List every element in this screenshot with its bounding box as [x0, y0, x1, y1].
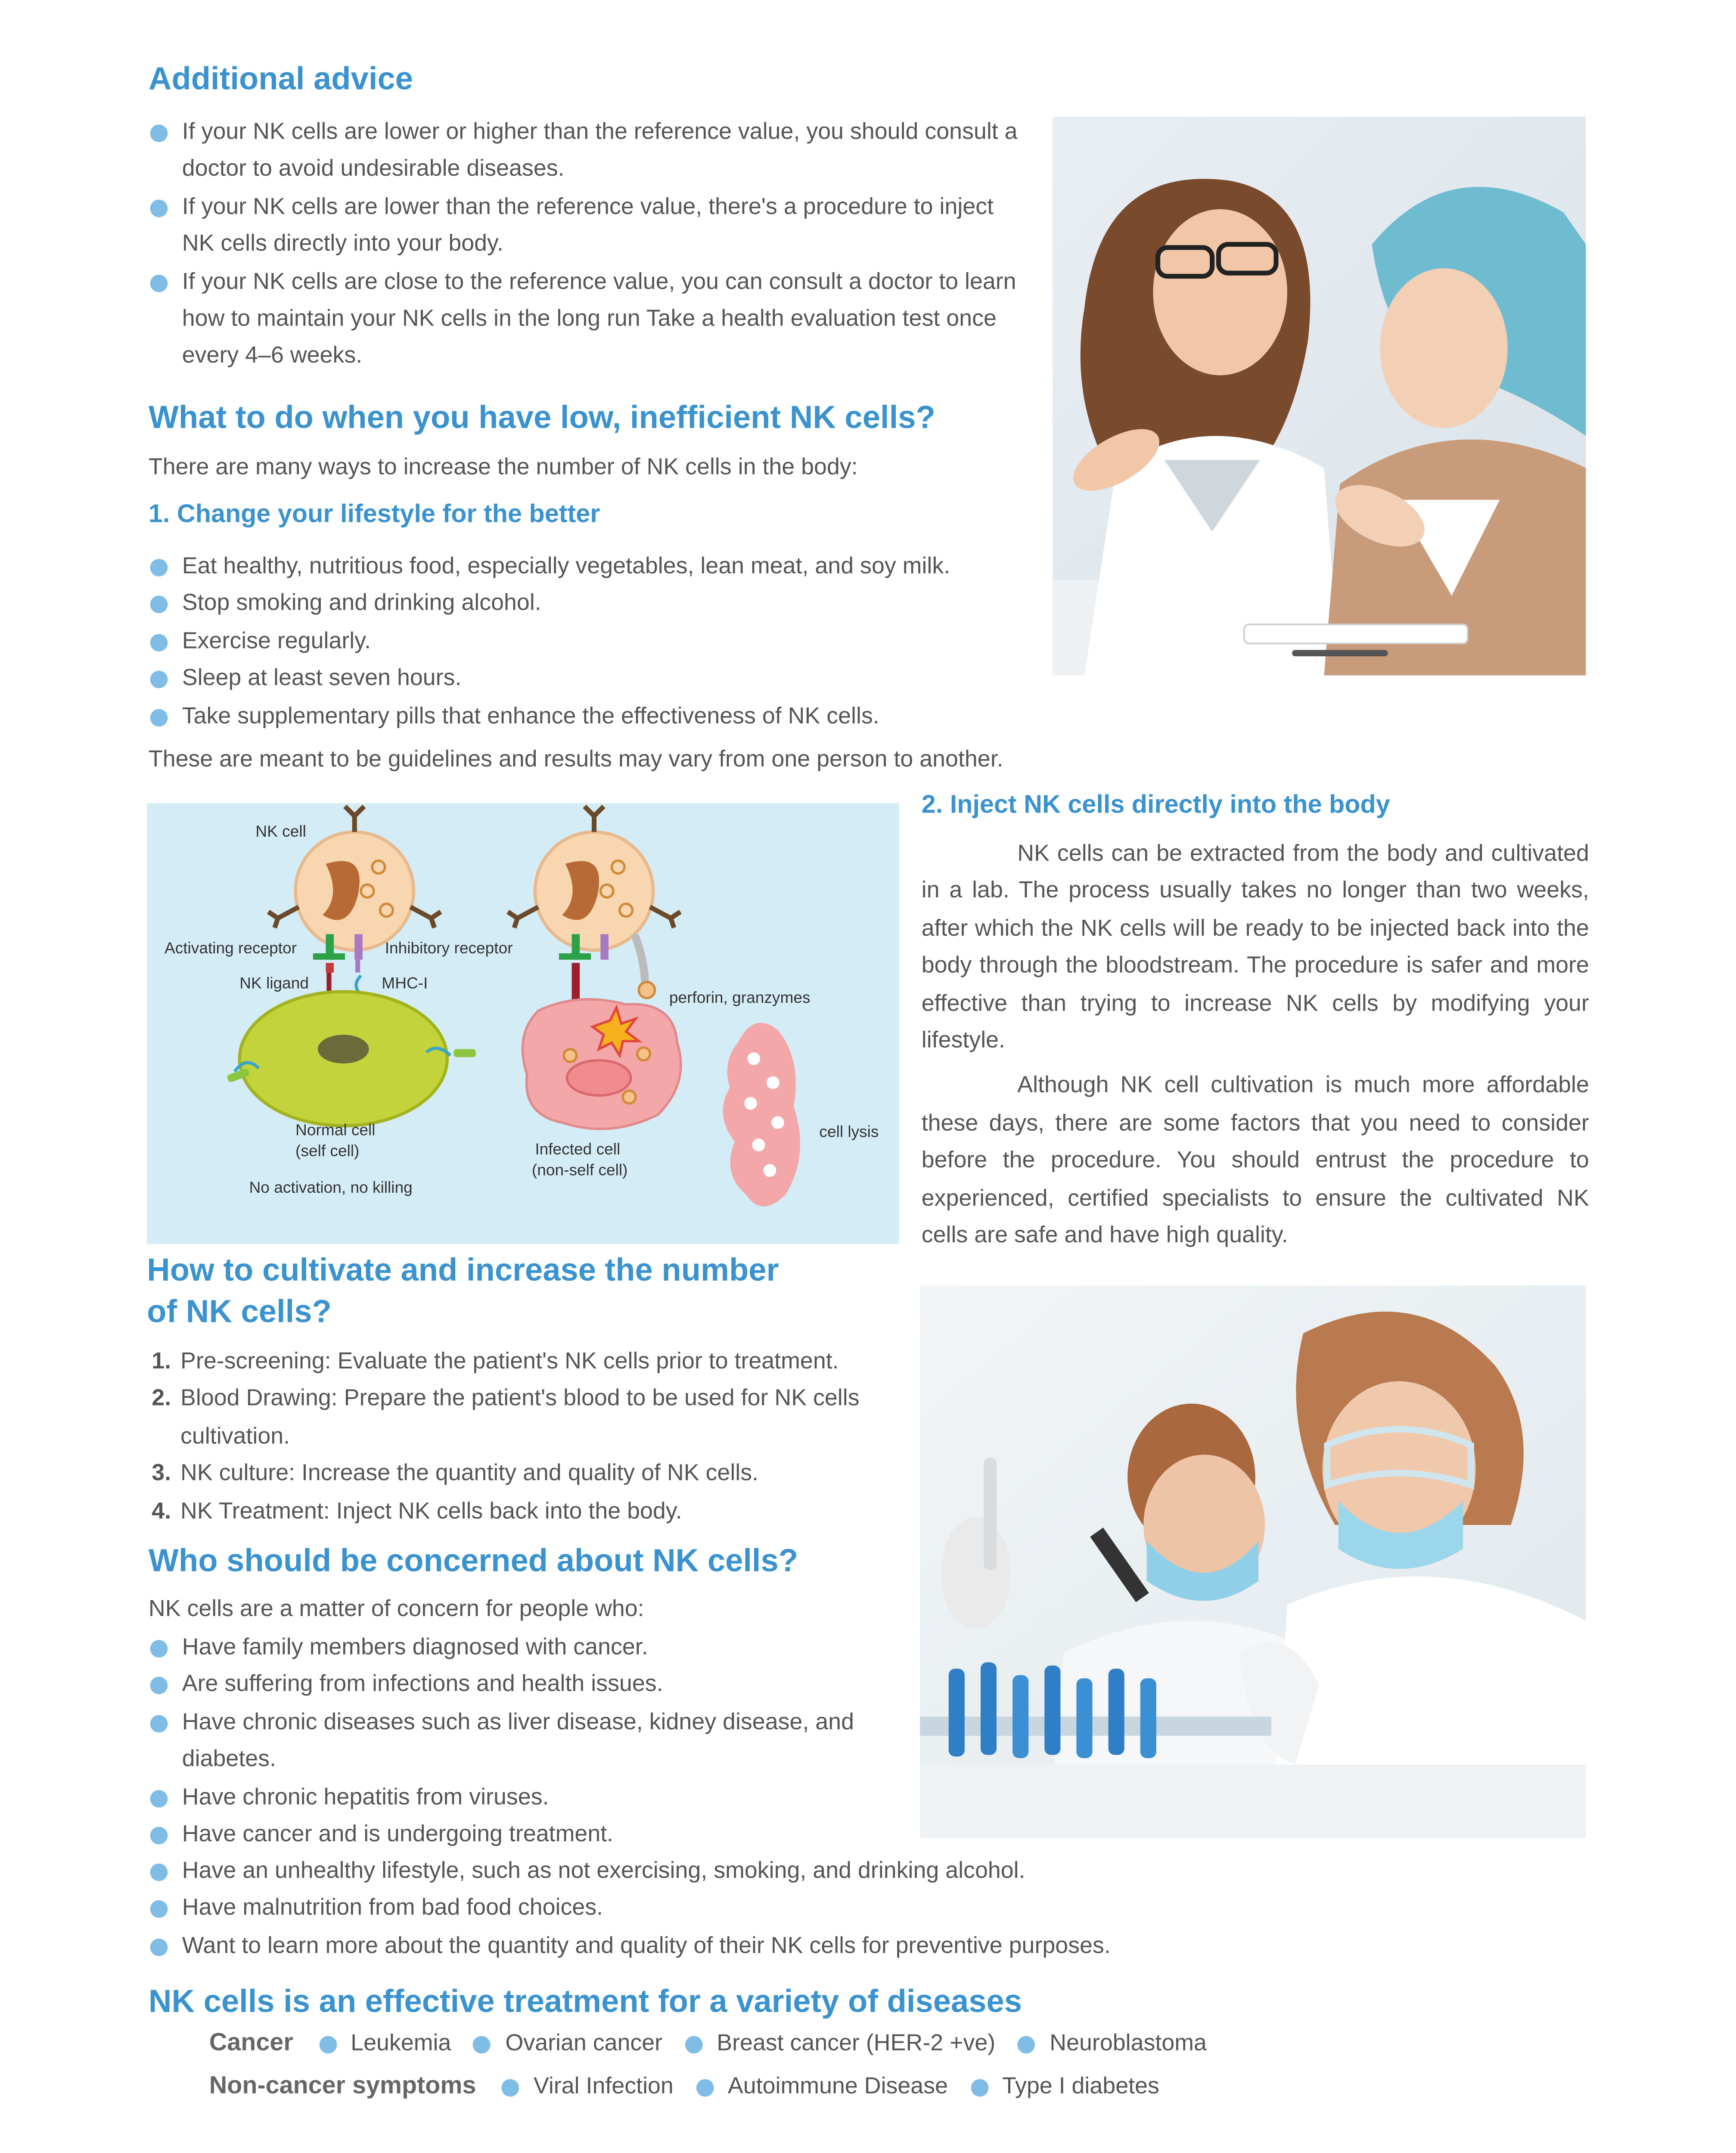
- list-item: Have chronic hepatitis from viruses.: [149, 1780, 890, 1817]
- low-nk-heading: What to do when you have low, inefficient NK cells?: [148, 400, 935, 436]
- list-item: Take supplementary pills that enhance the effectiveness of NK cells.: [149, 699, 1059, 736]
- label-inhibitory-receptor: Inhibitory receptor: [385, 940, 513, 959]
- bullet-icon: [970, 2078, 988, 2096]
- list-item: Have family members diagnosed with cancer.: [149, 1630, 890, 1668]
- list-item: Have chronic diseases such as liver disease, kidney disease, and diabetes.: [149, 1705, 890, 1780]
- disease-chip: Leukemia: [319, 2031, 451, 2057]
- list-item: If your NK cells are lower than the reference value, there's a procedure to inject NK cells directly into your body.: [149, 190, 1024, 265]
- disease-chip: Ovarian cancer: [473, 2031, 662, 2057]
- inject-body: [922, 837, 1589, 1264]
- cultivate-heading-line1: How to cultivate and increase the number: [147, 1253, 779, 1289]
- list-item: 3. NK culture: Increase the quantity and quality of NK cells.: [152, 1461, 759, 1487]
- inject-heading: 2. Inject NK cells directly into the body: [921, 792, 1390, 819]
- lab-scientists-photo: [920, 1285, 1586, 1838]
- label-cell-lysis: cell lysis: [819, 1124, 879, 1142]
- concerned-heading: Who should be concerned about NK cells?: [148, 1544, 798, 1579]
- list-item: Are suffering from infections and health issues.: [149, 1668, 890, 1705]
- disease-chip: Viral Infection: [502, 2074, 674, 2100]
- list-item: 4. NK Treatment: Inject NK cells back into the body.: [152, 1498, 682, 1525]
- label-non-self-cell: (non-self cell): [531, 1162, 628, 1180]
- label-normal-cell: Normal cell: [295, 1123, 376, 1140]
- lifestyle-list: [149, 549, 1059, 736]
- label-mhc: MHC-I: [382, 975, 428, 993]
- noncancer-label: Non-cancer symptoms: [209, 2072, 476, 2100]
- concerned-list-left: [149, 1630, 890, 1855]
- disease-chip: Neuroblastoma: [1018, 2031, 1207, 2057]
- bullet-icon: [502, 2078, 519, 2096]
- list-item: 2. Blood Drawing: Prepare the patient's blood to be used for NK cells cultivation.: [152, 1387, 860, 1450]
- bullet-icon: [473, 2035, 491, 2053]
- inject-paragraph: Although NK cell cultivation is much more affordable these days, there are some factors that you need to consider before the procedure. You should entrust the procedure to experienced, certified specialists to ensure the cultivated NK cells are safe and have high quality.: [921, 1073, 1589, 1249]
- inject-paragraph: NK cells can be extracted from the body and cultivated in a lab. The process usually takes no longer than two weeks, after which the NK cells will be ready to be injected back into the body through the bloodstream. The procedure is safer and more effective than trying to increase NK cells by modifying your lifestyle.: [921, 841, 1589, 1054]
- additional-advice-list: [149, 115, 1024, 377]
- concerned-list-wide: [149, 1854, 1330, 1966]
- low-nk-intro: There are many ways to increase the number of NK cells in the body:: [148, 455, 858, 481]
- additional-advice-heading: Additional advice: [148, 62, 413, 98]
- bullet-icon: [1018, 2035, 1035, 2053]
- bullet-icon: [319, 2035, 336, 2053]
- list-item: Have an unhealthy lifestyle, such as not exercising, smoking, and drinking alcohol.: [149, 1854, 1330, 1891]
- label-infected-cell: Infected cell: [535, 1142, 621, 1160]
- concerned-intro: NK cells are a matter of concern for people who:: [148, 1597, 644, 1623]
- list-item: If your NK cells are lower or higher than the reference value, you should consult a doctor to avoid undesirable diseases.: [149, 115, 1024, 190]
- list-item: If your NK cells are close to the reference value, you can consult a doctor to learn how to maintain your NK cells in the long run Take a health evaluation test once every 4–6 weeks.: [149, 264, 1024, 376]
- cultivate-heading-line2: of NK cells?: [147, 1295, 332, 1331]
- disease-chip: Breast cancer (HER-2 +ve): [685, 2031, 995, 2057]
- lifestyle-heading: 1. Change your lifestyle for the better: [148, 501, 600, 529]
- label-nk-cell: NK cell: [255, 824, 306, 842]
- list-item: Eat healthy, nutritious food, especially vegetables, lean meat, and soy milk.: [149, 549, 1059, 587]
- cultivate-heading: [147, 1250, 913, 1334]
- list-item: Want to learn more about the quantity and quality of their NK cells for preventive purposes.: [149, 1929, 1330, 1966]
- treatment-heading: NK cells is an effective treatment for a variety of diseases: [148, 1985, 1022, 2020]
- label-no-activation: No activation, no killing: [249, 1180, 413, 1198]
- cancer-label: Cancer: [209, 2029, 293, 2057]
- list-item: Stop smoking and drinking alcohol.: [149, 586, 1059, 624]
- disease-chip: Autoimmune Disease: [696, 2074, 948, 2100]
- list-item: 1. Pre-screening: Evaluate the patient's NK cells prior to treatment.: [152, 1349, 839, 1375]
- list-item: Have cancer and is undergoing treatment.: [149, 1817, 890, 1855]
- list-item: Exercise regularly.: [149, 624, 1059, 661]
- guidelines-note: These are meant to be guidelines and results may vary from one person to another.: [148, 747, 1003, 773]
- cultivate-steps: [152, 1344, 889, 1531]
- disease-chip: Type I diabetes: [970, 2074, 1159, 2100]
- noncancer-row: [209, 2073, 1182, 2102]
- list-item: Sleep at least seven hours.: [149, 661, 1059, 699]
- label-perforin: perforin, granzymes: [669, 990, 811, 1008]
- label-nk-ligand: NK ligand: [239, 975, 309, 993]
- nk-cell-diagram: [147, 803, 899, 1244]
- bullet-icon: [696, 2078, 714, 2096]
- list-item: Have malnutrition from bad food choices.: [149, 1891, 1330, 1929]
- doctor-patient-photo: [1053, 117, 1586, 676]
- bullet-icon: [685, 2035, 702, 2053]
- label-activating-receptor: Activating receptor: [164, 940, 297, 959]
- label-self-cell: (self cell): [295, 1143, 360, 1161]
- cancer-row: [209, 2029, 1229, 2058]
